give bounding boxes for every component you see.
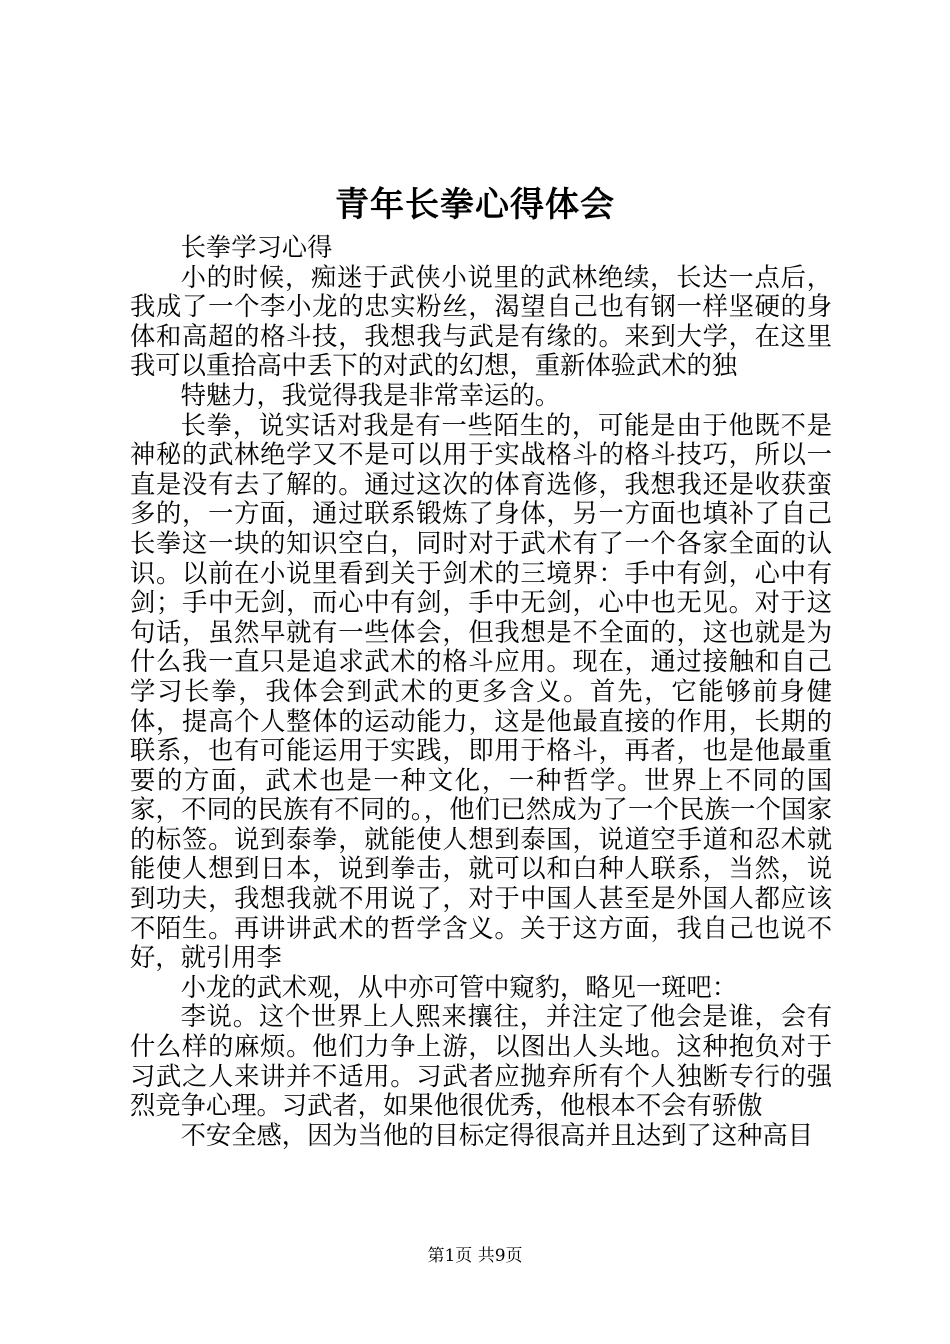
document-title: 青年长拳心得体会 [335,185,615,225]
page-footer: 第1页 共9页 [427,1246,523,1266]
paragraph: 小的时候，痴迷于武侠小说里的武林绝续，长达一点后，我成了一个李小龙的忠实粉丝，渴望自己也有钢一样坚硬的身体和高超的格斗技，我想我与武是有缘的。来到大学，在这里我可以重拾高中丢下的对武的幻想，重新体验武术的独 [130,262,832,381]
paragraph-subtitle: 长拳学习心得 [180,233,333,262]
document-body [130,233,832,1150]
paragraph: 不安全感，因为当他的目标定得很高并且达到了这种高目 [180,1120,814,1150]
paragraph: 李说。这个世界上人熙来攘往，并注定了他会是谁，会有什么样的麻烦。他们力争上游，以图出人头地。这种抱负对于习武之人来讲并不适用。习武者应抛弃所有个人独断专行的强烈竞争心理。习武者，如果他很优秀，他根本不会有骄傲 [130,1002,832,1121]
paragraph: 长拳，说实话对我是有一些陌生的，可能是由于他既不是神秘的武林绝学又不是可以用于实战格斗的格斗技巧，所以一直是没有去了解的。通过这次的体育选修，我想我还是收获蛮多的，一方面，通过联系锻炼了身体，另一方面也填补了自己长拳这一块的知识空白，同时对于武术有了一个各家全面的认识。以前在小说里看到关于剑术的三境界：手中有剑，心中有剑；手中无剑，而心中有剑，手中无剑，心中也无见。对于这句话，虽然早就有一些体会，但我想是不全面的，这也就是为什么我一直只是追求武术的格斗应用。现在，通过接触和自己学习长拳，我体会到武术的更多含义。首先，它能够前身健体，提高个人整体的运动能力，这是他最直接的作用，长期的联系，也有可能运用于实践，即用于格斗，再者，也是他最重要的方面，武术也是一种文化，一种哲学。世界上不同的国家，不同的民族有不同的。，他们已然成为了一个民族一个国家的标签。说到泰拳，就能使人想到泰国，说道空手道和忍术就能使人想到日本，说到拳击，就可以和白种人联系，当然，说到功夫，我想我就不用说了，对于中国人甚至是外国人都应该不陌生。再讲讲武术的哲学含义。关于这方面，我自己也说不好，就引用李 [130,410,832,973]
paragraph: 特魅力，我觉得我是非常幸运的。 [180,380,561,410]
paragraph: 小龙的武术观，从中亦可管中窥豹，略见一斑吧： [180,972,738,1002]
